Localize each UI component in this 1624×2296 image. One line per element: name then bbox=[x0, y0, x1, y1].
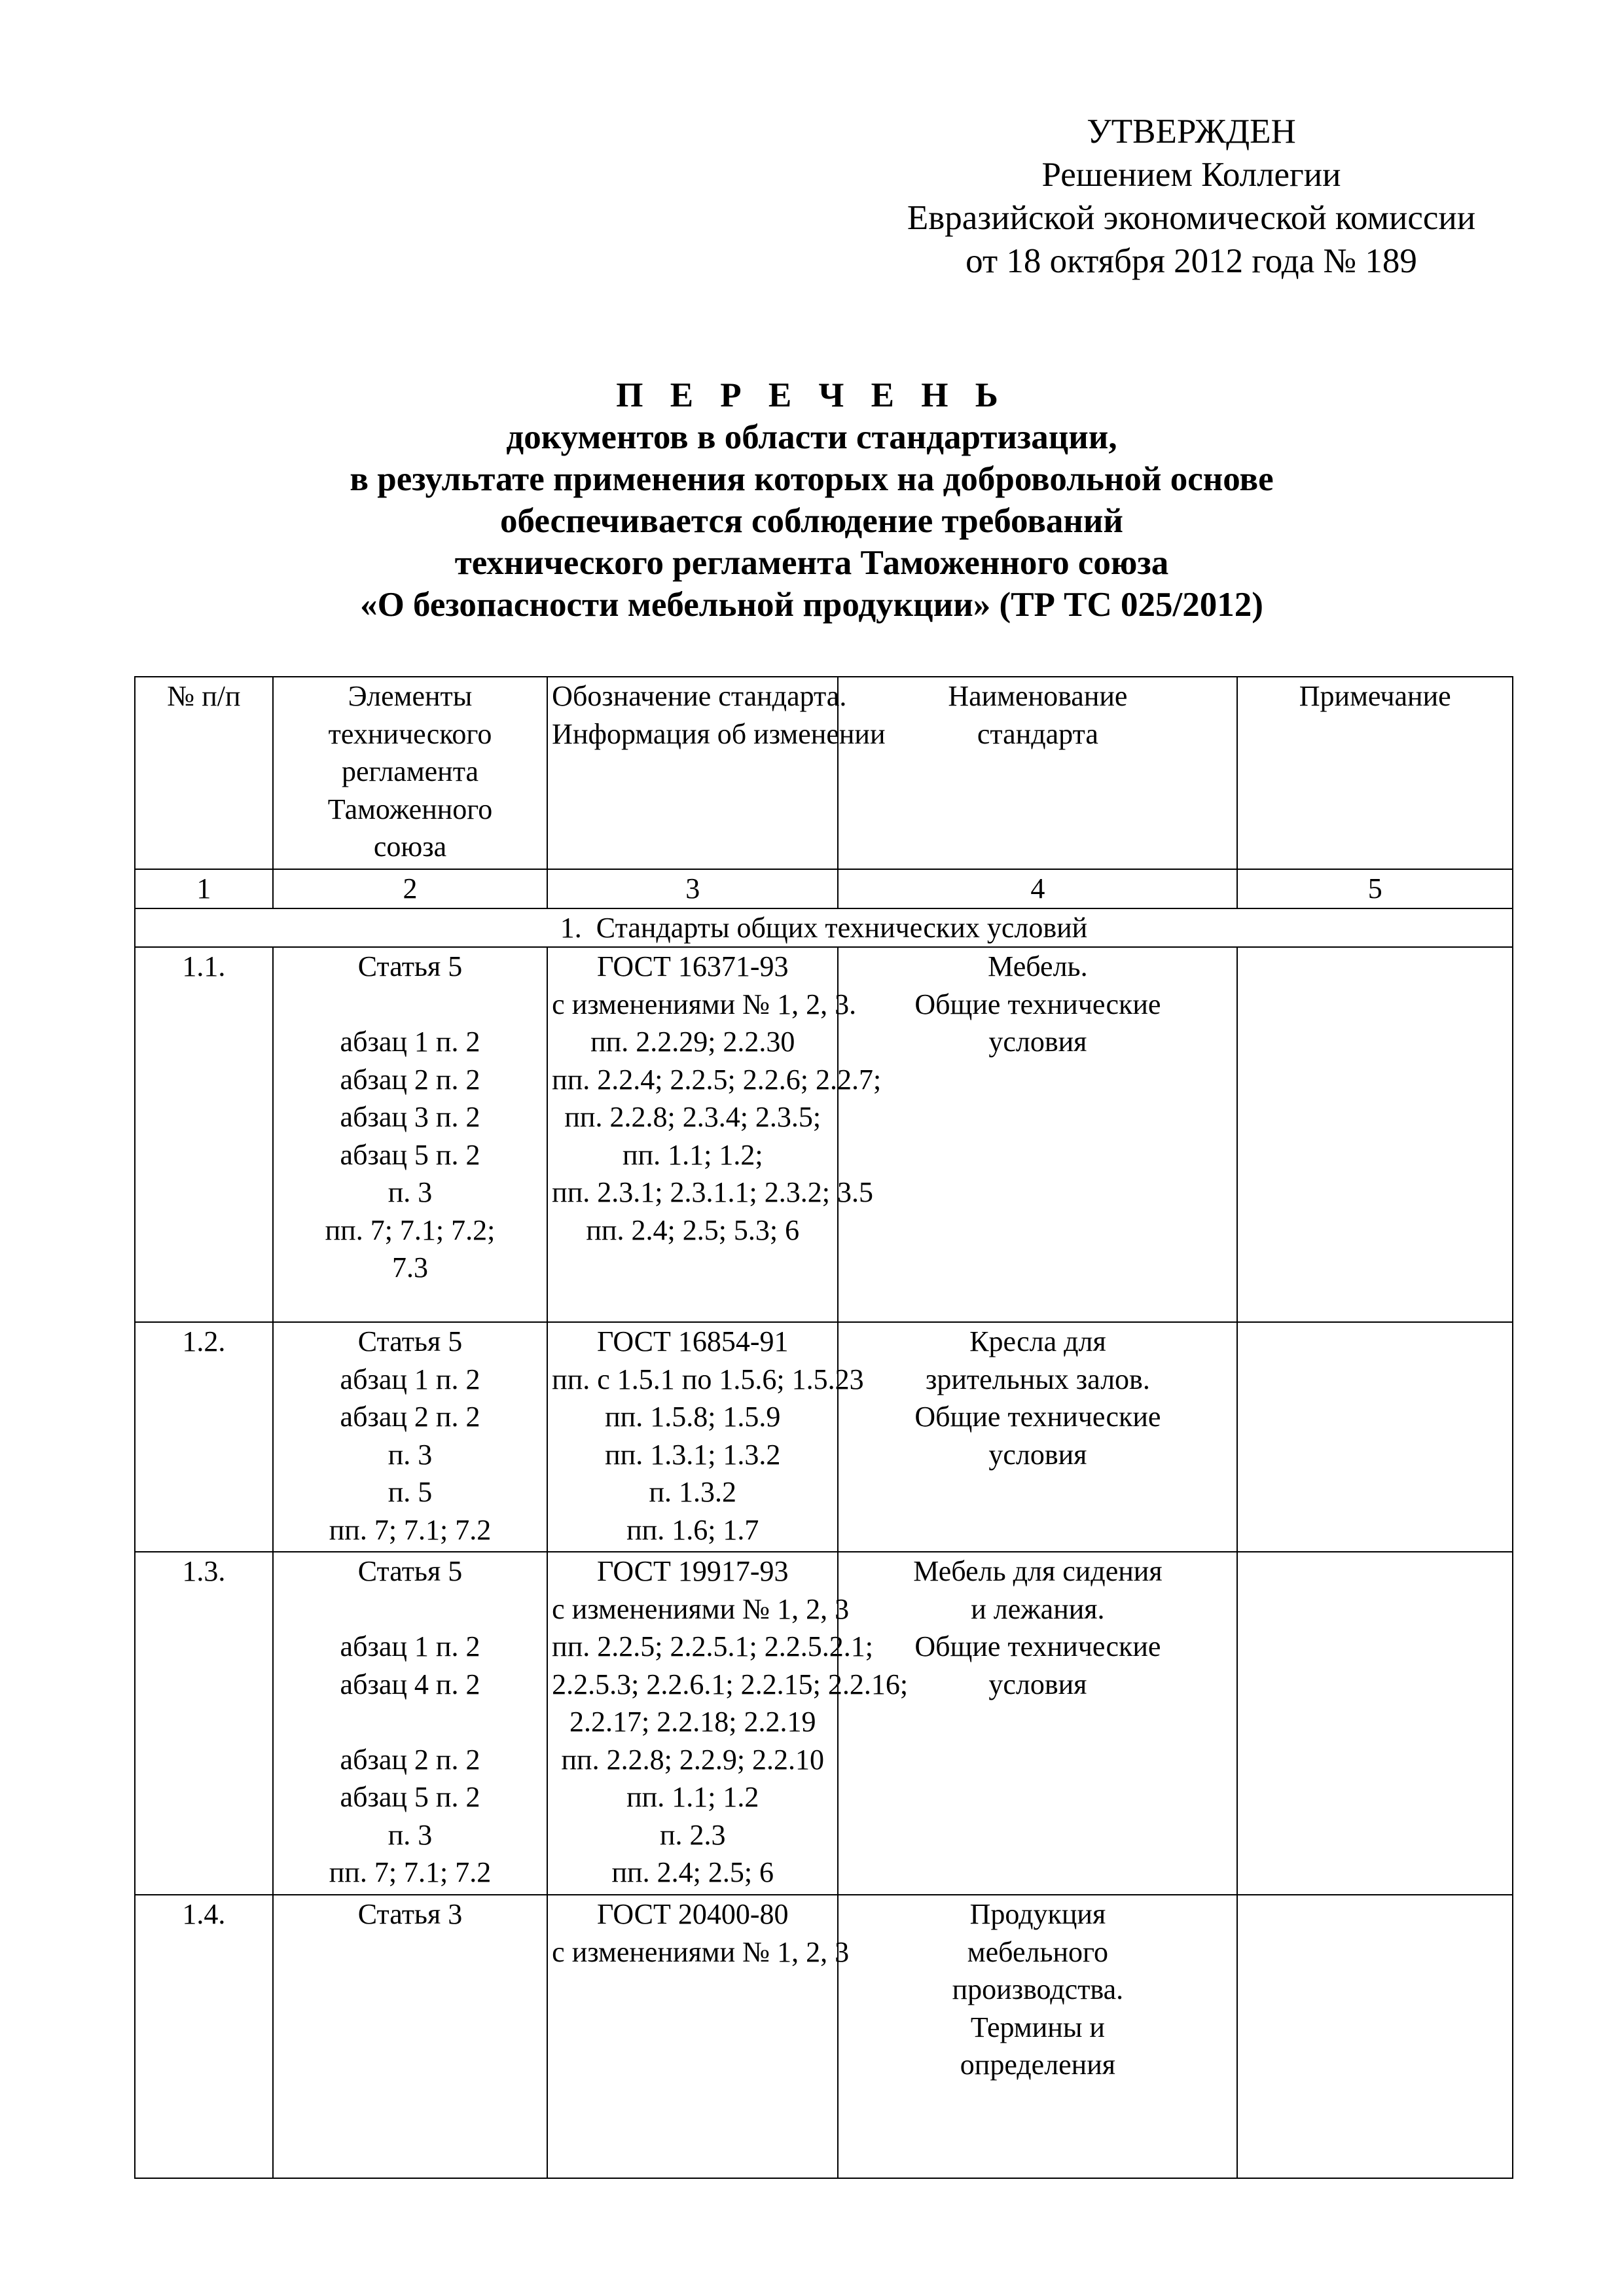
header-cell-standard bbox=[547, 677, 886, 869]
cell-line: пп. 2.4; 2.5; 5.3; 6 bbox=[586, 1213, 800, 1246]
cell-standard bbox=[547, 947, 882, 1322]
cell-name bbox=[838, 1552, 1237, 1895]
cell-line: определения bbox=[960, 2049, 1116, 2081]
title-line-4: обеспечивается соблюдение требований bbox=[500, 502, 1123, 540]
cell-line: п. 3 bbox=[388, 1818, 433, 1851]
header-line: Наименование bbox=[948, 680, 1128, 712]
table-row bbox=[135, 1322, 1513, 1552]
header-label: Примечание bbox=[1299, 680, 1451, 712]
cell-line: пп. 1.1; 1.2; bbox=[623, 1138, 763, 1171]
title-line-2: документов в области стандартизации, bbox=[506, 418, 1117, 456]
cell-standard bbox=[547, 1322, 864, 1552]
cell-name bbox=[838, 1895, 1237, 2178]
title-line-5: технического регламента Таможенного союза bbox=[454, 544, 1169, 582]
cell-line: Продукция bbox=[969, 1898, 1106, 1930]
cell-elements bbox=[273, 1552, 547, 1895]
cell-line: пп. 1.6; 1.7 bbox=[626, 1513, 759, 1546]
cell-line: условия bbox=[988, 1026, 1087, 1058]
cell-line: пп. 7; 7.1; 7.2; bbox=[325, 1213, 496, 1246]
cell-num: 1.3. bbox=[135, 1552, 273, 1895]
approval-line-2: Решением Коллегии bbox=[1041, 156, 1341, 194]
standards-table bbox=[134, 676, 1513, 2179]
cell-note bbox=[1237, 1552, 1513, 1895]
cell-line: ГОСТ 16371-93 bbox=[597, 950, 789, 982]
cell-line: абзац 2 п. 2 bbox=[340, 1063, 480, 1096]
cell-line: 2.2.5.3; 2.2.6.1; 2.2.15; 2.2.16; bbox=[552, 1668, 909, 1700]
column-number: 4 bbox=[838, 869, 1237, 908]
header-line: союза bbox=[373, 831, 447, 863]
cell-line: пп. 2.4; 2.5; 6 bbox=[611, 1856, 774, 1888]
table-row bbox=[135, 947, 1513, 1322]
header-cell-elements bbox=[273, 677, 547, 869]
cell-line: Кресла для bbox=[969, 1325, 1106, 1357]
cell-line: пп. 2.2.8; 2.2.9; 2.2.10 bbox=[561, 1743, 825, 1776]
cell-line: абзац 4 п. 2 bbox=[340, 1668, 480, 1700]
cell-standard bbox=[547, 1552, 909, 1895]
cell-line: ГОСТ 20400-80 bbox=[597, 1898, 789, 1930]
cell-line: п. 2.3 bbox=[660, 1818, 726, 1851]
cell-line: с изменениями № 1, 2, 3 bbox=[552, 1592, 850, 1625]
approval-line-3: Евразийской экономической комиссии bbox=[907, 199, 1476, 237]
title-line-3: в результате применения которых на добровольной основе bbox=[350, 460, 1274, 498]
column-number: 5 bbox=[1237, 869, 1513, 908]
cell-line: абзац 1 п. 2 bbox=[340, 1630, 480, 1662]
cell-line: с изменениями № 1, 2, 3 bbox=[552, 1935, 850, 1968]
section-number: 1. bbox=[560, 911, 582, 944]
header-cell-note bbox=[1237, 677, 1513, 869]
column-number: 1 bbox=[135, 869, 273, 908]
cell-elements bbox=[273, 947, 547, 1322]
cell-note bbox=[1237, 947, 1513, 1322]
cell-line: Общие технические bbox=[914, 1630, 1161, 1662]
title-line-6: «О безопасности мебельной продукции» (ТР ТС 025/2012) bbox=[360, 586, 1263, 624]
approval-line-4: от 18 октября 2012 года № 189 bbox=[965, 242, 1417, 280]
cell-num: 1.2. bbox=[135, 1322, 273, 1552]
cell-standard bbox=[547, 1895, 850, 2178]
table-row bbox=[135, 1895, 1513, 2178]
cell-line: п. 3 bbox=[388, 1438, 433, 1471]
cell-line: п. 5 bbox=[388, 1476, 433, 1508]
cell-line: производства. bbox=[952, 1973, 1124, 2005]
cell-line: п. 1.3.2 bbox=[649, 1476, 737, 1508]
cell-line: пп. с 1.5.1 по 1.5.6; 1.5.23 bbox=[552, 1363, 864, 1395]
cell-elements bbox=[273, 1322, 547, 1552]
header-line: Таможенного bbox=[327, 793, 493, 825]
cell-line: пп. 7; 7.1; 7.2 bbox=[329, 1513, 492, 1546]
column-number: 3 bbox=[547, 869, 838, 908]
cell-line: пп. 1.5.8; 1.5.9 bbox=[605, 1401, 781, 1433]
approval-line-1: УТВЕРЖДЕН bbox=[1087, 113, 1296, 151]
section-row bbox=[135, 908, 1513, 948]
cell-line: пп. 2.2.29; 2.2.30 bbox=[590, 1026, 795, 1058]
cell-line: с изменениями № 1, 2, 3. bbox=[552, 988, 857, 1020]
cell-elements bbox=[273, 1895, 547, 2178]
cell-line: условия bbox=[988, 1668, 1087, 1700]
header-line: Информация об изменении bbox=[552, 717, 886, 750]
cell-line: и лежания. bbox=[971, 1592, 1105, 1625]
cell-note bbox=[1237, 1322, 1513, 1552]
cell-line: Термины и bbox=[970, 2011, 1105, 2043]
cell-note bbox=[1237, 1895, 1513, 2178]
cell-line bbox=[278, 986, 543, 1024]
approval-stamp bbox=[857, 110, 1525, 283]
cell-line: абзац 5 п. 2 bbox=[340, 1138, 480, 1171]
cell-line: пп. 2.2.5; 2.2.5.1; 2.2.5.2.1; bbox=[552, 1630, 873, 1662]
cell-line: ГОСТ 19917-93 bbox=[597, 1555, 789, 1587]
cell-line: Мебель. bbox=[988, 950, 1088, 982]
cell-num: 1.4. bbox=[135, 1895, 273, 2178]
cell-line: Общие технические bbox=[914, 988, 1161, 1020]
cell-num: 1.1. bbox=[135, 947, 273, 1322]
cell-line: пп. 2.3.1; 2.3.1.1; 2.3.2; 3.5 bbox=[552, 1176, 873, 1208]
cell-line: абзац 5 п. 2 bbox=[340, 1781, 480, 1813]
cell-line: условия bbox=[988, 1438, 1087, 1471]
column-number-row bbox=[135, 869, 1513, 908]
cell-line: Статья 3 bbox=[357, 1898, 463, 1930]
cell-line: пп. 7; 7.1; 7.2 bbox=[329, 1856, 492, 1888]
cell-line: пп. 1.3.1; 1.3.2 bbox=[605, 1438, 781, 1471]
title-line-1: П Е Р Е Ч Е Н Ь bbox=[616, 376, 1007, 414]
header-cell-name bbox=[838, 677, 1237, 869]
cell-line: абзац 1 п. 2 bbox=[340, 1026, 480, 1058]
standards-table-body bbox=[135, 677, 1513, 2178]
section-title: Стандарты общих технических условий bbox=[596, 911, 1088, 944]
cell-line: абзац 2 п. 2 bbox=[340, 1401, 480, 1433]
cell-line: Статья 5 bbox=[357, 950, 463, 982]
cell-line: Статья 5 bbox=[357, 1325, 463, 1357]
cell-line: Статья 5 bbox=[357, 1555, 463, 1587]
header-line: Обозначение стандарта. bbox=[552, 680, 847, 712]
cell-line: ГОСТ 16854-91 bbox=[597, 1325, 789, 1357]
column-number: 2 bbox=[273, 869, 547, 908]
cell-line: абзац 2 п. 2 bbox=[340, 1743, 480, 1776]
cell-name bbox=[838, 1322, 1237, 1552]
cell-line bbox=[278, 1590, 543, 1628]
header-row bbox=[135, 677, 1513, 869]
cell-name bbox=[838, 947, 1237, 1322]
header-line: регламента bbox=[341, 755, 479, 787]
cell-line: мебельного bbox=[967, 1935, 1109, 1968]
section-cell bbox=[135, 908, 1513, 948]
header-line: технического bbox=[328, 717, 492, 750]
cell-line bbox=[278, 1703, 543, 1741]
cell-line: 7.3 bbox=[392, 1251, 428, 1283]
cell-line: Мебель для сидения bbox=[913, 1555, 1163, 1587]
header-line: стандарта bbox=[977, 717, 1098, 750]
header-cell-num bbox=[135, 677, 273, 869]
cell-line: абзац 1 п. 2 bbox=[340, 1363, 480, 1395]
cell-line: абзац 3 п. 2 bbox=[340, 1101, 480, 1133]
cell-line: зрительных залов. bbox=[925, 1363, 1150, 1395]
document-title bbox=[131, 374, 1492, 626]
cell-line: п. 3 bbox=[388, 1176, 433, 1208]
cell-line: пп. 1.1; 1.2 bbox=[626, 1781, 759, 1813]
table-row bbox=[135, 1552, 1513, 1895]
cell-line: пп. 2.2.8; 2.3.4; 2.3.5; bbox=[564, 1101, 821, 1133]
header-line: Элементы bbox=[348, 680, 473, 712]
header-label: № п/п bbox=[167, 680, 241, 712]
cell-line: Общие технические bbox=[914, 1401, 1161, 1433]
cell-line: 2.2.17; 2.2.18; 2.2.19 bbox=[569, 1706, 816, 1738]
cell-line: пп. 2.2.4; 2.2.5; 2.2.6; 2.2.7; bbox=[552, 1063, 882, 1096]
